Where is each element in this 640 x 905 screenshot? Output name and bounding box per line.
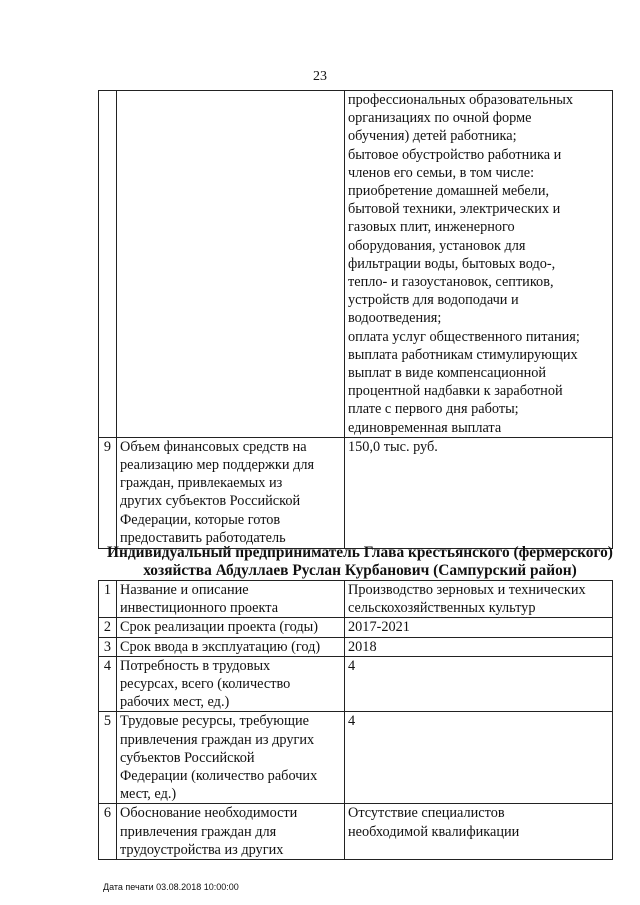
row-number-cell — [99, 91, 117, 438]
row-number: 9 — [99, 437, 117, 548]
row-value: 150,0 тыс. руб. — [345, 437, 613, 548]
table-row — [99, 804, 613, 860]
row-value: Производство зерновых и технических сельскохозяйственных культур — [345, 581, 613, 618]
table-row — [99, 637, 613, 656]
table-top — [98, 90, 613, 549]
table-row — [99, 656, 613, 712]
row-name: Объем финансовых средств на реализацию мер поддержки для граждан, привлекаемых из других субъектов Российской Федерации, которые готов предоставить работодатель — [117, 437, 345, 548]
print-date-footer: Дата печати 03.08.2018 10:00:00 — [103, 882, 239, 892]
row-number: 5 — [99, 712, 117, 804]
row-name: Срок ввода в эксплуатацию (год) — [117, 637, 345, 656]
row-value: 2017-2021 — [345, 618, 613, 637]
row-name: Срок реализации проекта (годы) — [117, 618, 345, 637]
row-value: Отсутствие специалистов необходимой квалификации — [345, 804, 613, 860]
table-row — [99, 618, 613, 637]
page-number: 23 — [313, 69, 327, 84]
table-row — [99, 712, 613, 804]
row-name: Потребность в трудовых ресурсах, всего (количество рабочих мест, ед.) — [117, 656, 345, 712]
row-number: 3 — [99, 637, 117, 656]
section-heading: Индивидуальный предприниматель Глава крестьянского (фермерского) хозяйства Абдуллаев Руслан Курбанович (Сампурский район) — [107, 544, 613, 579]
row-name-cell — [117, 91, 345, 438]
table-row-continuation — [99, 91, 613, 438]
row-number: 4 — [99, 656, 117, 712]
row-number: 6 — [99, 804, 117, 860]
row-value: 4 — [345, 656, 613, 712]
row-value: 2018 — [345, 637, 613, 656]
row-name: Трудовые ресурсы, требующие привлечения граждан из других субъектов Российской Федерации (количество рабочих мест, ед.) — [117, 712, 345, 804]
table-row — [99, 437, 613, 548]
row-value: 4 — [345, 712, 613, 804]
row-number: 1 — [99, 581, 117, 618]
row-name: Название и описание инвестиционного проекта — [117, 581, 345, 618]
table-row — [99, 581, 613, 618]
row-number: 2 — [99, 618, 117, 637]
row-value-cell: профессиональных образовательных организациях по очной форме обучения) детей работника; бытовое обустройство работника и членов его семьи, в том числе: приобретение домашней мебели, бытовой техники, электрических и газовых плит, инженерного оборудования, установок для фильтрации воды, бытовых водо-, тепло- и газоустановок, септиков, устройств для водоподачи и водоотведения; оплата услуг общественного питания; выплата работникам стимулирующих выплат в виде компенсационной процентной надбавки к заработной плате с первого дня работы; единовременная выплата — [345, 91, 613, 438]
table-project — [98, 580, 613, 860]
row-name: Обоснование необходимости привлечения граждан для трудоустройства из других — [117, 804, 345, 860]
